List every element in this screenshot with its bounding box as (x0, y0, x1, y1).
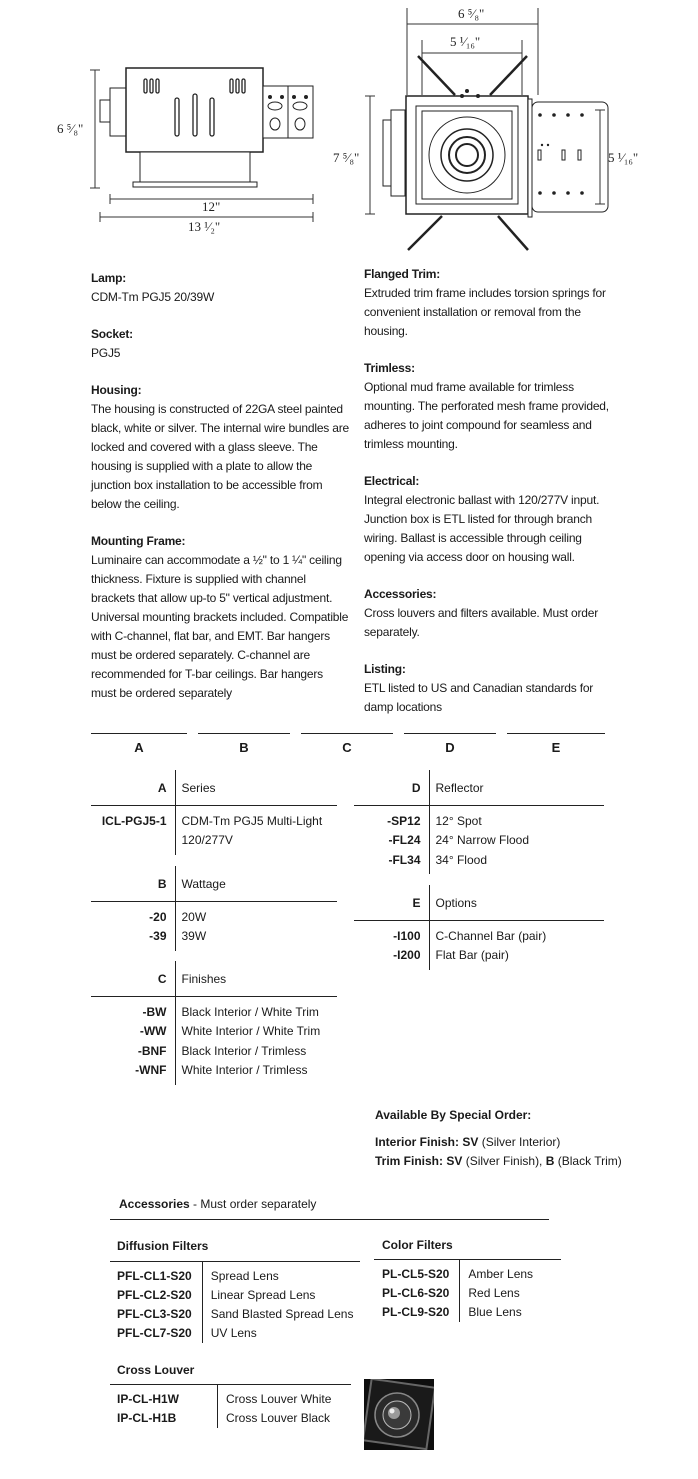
finishes-header: Finishes (175, 961, 337, 996)
order-col-c: C (342, 740, 352, 755)
series-desc-2: 120/277V (181, 833, 233, 847)
louver-desc-2: Cross Louver Black (226, 1411, 331, 1425)
spec-socket: Socket: PGJ5 (91, 327, 133, 360)
side-view-drawing (0, 0, 340, 245)
diffusion-desc-2: Linear Spread Lens (210, 1288, 316, 1302)
order-line-d (404, 733, 496, 734)
color-desc-1: Amber Lens (468, 1267, 534, 1281)
options-table (354, 885, 604, 970)
finish-code-bw: -BW (91, 996, 175, 1022)
finish-desc-bw: Black Interior / White Trim (181, 1004, 319, 1019)
special-interior: Interior Finish: SV (Silver Interior) (375, 1135, 561, 1149)
louver-table (117, 1384, 339, 1428)
color-code-2: PL-CL6-S20 (382, 1284, 460, 1303)
order-col-a: A (134, 740, 144, 755)
color-table (382, 1259, 541, 1322)
box-height-label: 5 ¹⁄₁₆" (608, 150, 639, 165)
order-col-e: E (551, 740, 561, 755)
spec-listing: Listing: ETL listed to US and Canadian standards for damp locations (364, 662, 594, 714)
finish-desc-ww: White Interior / White Trim (181, 1024, 321, 1038)
reflector-desc-fl24: 24° Narrow Flood (435, 833, 530, 847)
finishes-table (91, 961, 337, 1085)
finish-code-ww: -WW (91, 1022, 175, 1042)
series-letter: A (91, 770, 175, 805)
wattage-code-20: -20 (91, 901, 175, 927)
diffusion-title: Diffusion Filters (117, 1239, 209, 1253)
reflector-code-sp12: -SP12 (354, 805, 429, 831)
diffusion-code-2: PFL-CL2-S20 (117, 1286, 202, 1305)
option-desc-i200: Flat Bar (pair) (435, 948, 509, 962)
spec-mounting-frame: Mounting Frame: Luminaire can accommodate a ½" to 1 ¼" ceiling thickness. Fixture is supplied with channel brackets that allow up-to 5" vertical adjustment. Universal mounting brackets included. Compatible with C-channel, flat bar, and EMT. Bar hangers must be ordered separately. C-channel are recommended for T-bar ceilings. Bar hangers must be ordered separately (91, 534, 349, 700)
reflector-code-fl24: -FL24 (354, 831, 429, 851)
series-table (91, 770, 337, 855)
reflector-header: Reflector (429, 770, 604, 805)
options-header: Options (429, 885, 604, 920)
wattage-code-39: -39 (91, 927, 175, 951)
reflector-letter: D (354, 770, 429, 805)
option-code-i100: -I100 (354, 920, 429, 946)
specs-left (91, 269, 351, 721)
reflector-code-fl34: -FL34 (354, 851, 429, 875)
louver-code-2: IP-CL-H1B (117, 1409, 218, 1428)
diffusion-desc-4: UV Lens (210, 1326, 257, 1340)
wattage-desc-20: 20W (181, 909, 207, 924)
special-order (375, 1106, 675, 1171)
series-desc: CDM-Tm PGJ5 Multi-Light (181, 813, 323, 828)
diffusion-code-4: PFL-CL7-S20 (117, 1324, 202, 1343)
accessories-title: Accessories - Must order separately (119, 1197, 317, 1211)
color-title: Color Filters (382, 1238, 453, 1252)
order-col-b: B (239, 740, 249, 755)
louver-title: Cross Louver (117, 1363, 195, 1377)
side-body-length-label: 12" (202, 199, 221, 214)
diffusion-desc-3: Sand Blasted Spread Lens (210, 1307, 354, 1321)
spec-trimless: Trimless: Optional mud frame available for trimless mounting. The perforated mesh frame provided, adheres to joint compound for seamless and trimless mounting. (364, 361, 609, 451)
spec-housing: Housing: The housing is constructed of 22GA steel painted black, white or silver. The internal wire bundles are locked and covered with a glass sleeve. The housing is supplied with a plate to allow the junction box installation to be accessible from below the ceiling. (91, 383, 349, 511)
finishes-letter: C (91, 961, 175, 996)
order-line-b (198, 733, 290, 734)
accessories-rule (110, 1219, 549, 1220)
option-desc-i100: C-Channel Bar (pair) (435, 928, 547, 943)
reflector-desc-fl34: 34° Flood (435, 852, 487, 867)
spec-flanged-trim: Flanged Trim: Extruded trim frame includes torsion springs for convenient installation or removal from the housing. (364, 267, 606, 338)
order-col-d: D (445, 740, 455, 755)
finish-code-wnf: -WNF (91, 1061, 175, 1085)
options-letter: E (354, 885, 429, 920)
louver-code-1: IP-CL-H1W (117, 1384, 218, 1409)
louver-product-photo (364, 1379, 434, 1450)
spec-lamp: Lamp: CDM-Tm PGJ5 20/39W (91, 271, 215, 304)
color-desc-2: Red Lens (468, 1286, 520, 1300)
wattage-letter: B (91, 866, 175, 901)
wattage-header: Wattage (175, 866, 337, 901)
reflector-desc-sp12: 12° Spot (435, 813, 482, 828)
finish-code-bnf: -BNF (91, 1042, 175, 1062)
special-trim: Trim Finish: SV (Silver Finish), B (Black Trim) (375, 1154, 622, 1168)
top-view-drawing (330, 0, 690, 260)
louver-desc-1: Cross Louver White (226, 1392, 332, 1406)
order-line-c (301, 733, 393, 734)
series-code: ICL-PGJ5-1 (91, 805, 175, 831)
special-order-title: Available By Special Order: (375, 1108, 532, 1122)
spec-electrical: Electrical: Integral electronic ballast with 120/277V input. Junction box is ETL listed for through branch wiring. Ballast is accessible through ceiling opening via access door on housing wall. (364, 474, 600, 564)
diffusion-code-3: PFL-CL3-S20 (117, 1305, 202, 1324)
side-total-length-label: 13 ¹⁄₂" (188, 219, 221, 234)
diffusion-desc-1: Spread Lens (210, 1269, 279, 1283)
color-code-1: PL-CL5-S20 (382, 1259, 460, 1284)
finish-desc-wnf: White Interior / Trimless (181, 1063, 308, 1077)
color-desc-3: Blue Lens (468, 1305, 522, 1319)
order-line-a (91, 733, 187, 734)
spec-accessories: Accessories: Cross louvers and filters available. Must order separately. (364, 587, 599, 639)
diffusion-code-1: PFL-CL1-S20 (117, 1261, 202, 1286)
wattage-table (91, 866, 337, 951)
top-inner-width-label: 5 ¹⁄₁₆" (450, 34, 481, 49)
finish-desc-bnf: Black Interior / Trimless (181, 1043, 307, 1058)
order-line-e (507, 733, 605, 734)
top-height-label: 7 ⁵⁄₈" (333, 150, 360, 165)
specs-right (364, 265, 614, 735)
side-height-label: 6 ⁵⁄₈" (57, 121, 84, 136)
reflector-table (354, 770, 604, 874)
option-code-i200: -I200 (354, 946, 429, 970)
wattage-desc-39: 39W (181, 929, 207, 943)
color-code-3: PL-CL9-S20 (382, 1303, 460, 1322)
diffusion-table (117, 1261, 361, 1343)
top-outer-width-label: 6 ⁵⁄₈" (458, 6, 485, 21)
series-header: Series (175, 770, 337, 805)
